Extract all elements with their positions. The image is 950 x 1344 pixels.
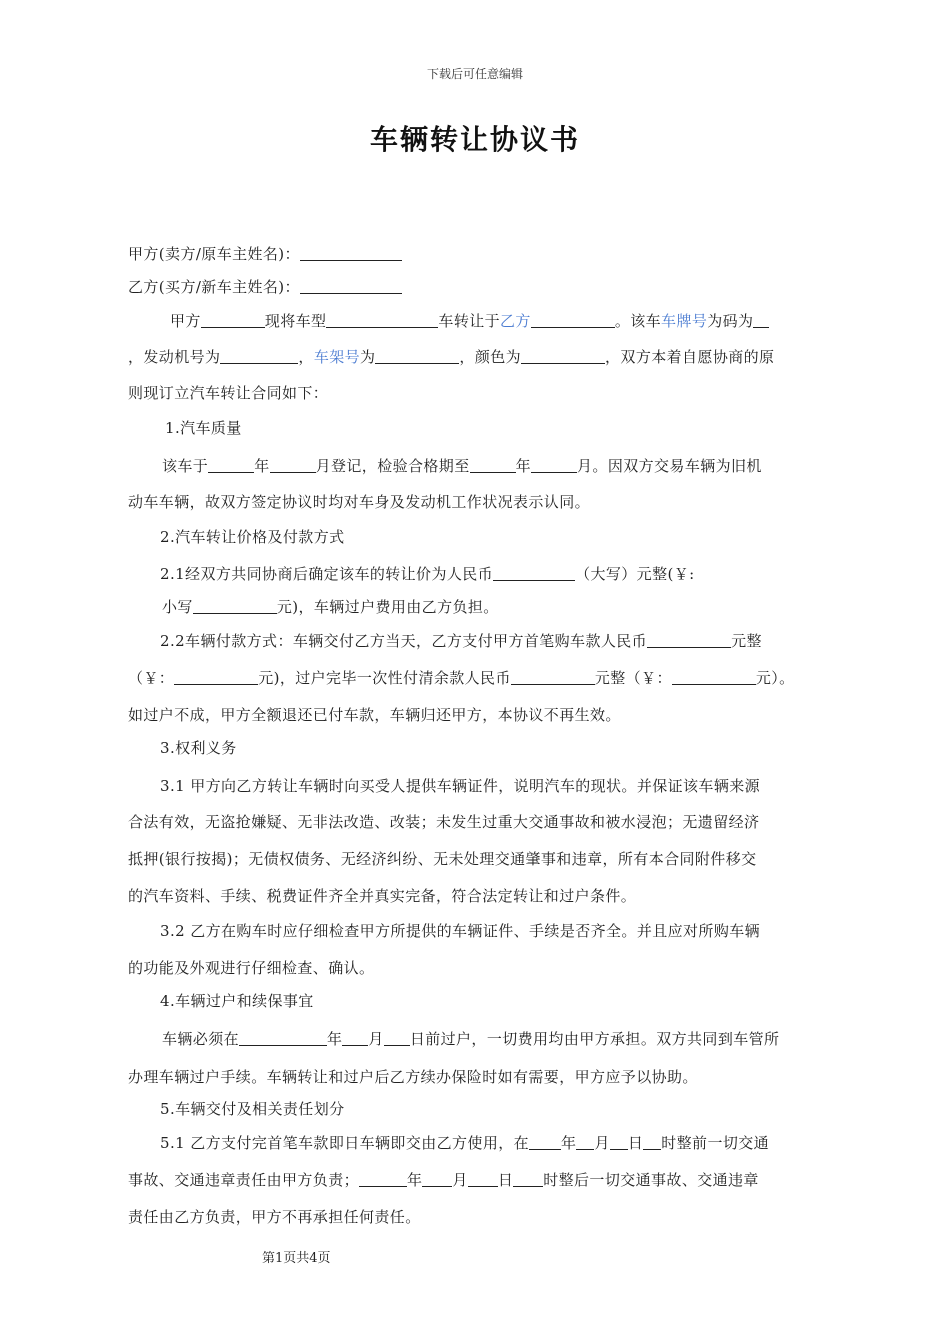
header-note: 下载后可任意编辑: [426, 67, 523, 81]
blank[interactable]: [521, 348, 605, 364]
text: 元整: [731, 632, 762, 650]
text: 元)，过户完毕一次性付清余款人民币: [258, 669, 511, 687]
s5-line-3: 责任由乙方负责，甲方不再承担任何责任。: [128, 1208, 421, 1226]
text: 甲方: [170, 312, 201, 330]
text: 年: [327, 1030, 343, 1048]
party-a-blank[interactable]: [300, 245, 402, 261]
text: 现将车型: [264, 312, 327, 330]
blank[interactable]: [375, 348, 459, 364]
s3-heading: 3.权利义务: [160, 739, 237, 757]
blank[interactable]: [220, 348, 298, 364]
text: 车辆必须在: [162, 1030, 240, 1048]
text: 小写: [162, 598, 193, 616]
intro-line-2: [128, 347, 774, 367]
party-b-label: 乙方(买方/新车主姓名)：: [128, 278, 300, 296]
s3-line-5: 3.2 乙方在购车时应仔细检查甲方所提供的车辆证件、手续是否齐全。并且应对所购车辆: [160, 922, 761, 940]
text: ，双方本着自愿协商的原: [605, 348, 775, 366]
blank[interactable]: [208, 457, 254, 473]
text: 元整（￥：: [594, 669, 672, 687]
party-b-line: [128, 277, 402, 297]
s1-line-1: [162, 456, 762, 476]
blank[interactable]: [422, 1171, 452, 1187]
text: 时整后一切交通事故、交通违章: [543, 1171, 759, 1189]
blank[interactable]: [529, 1134, 561, 1150]
party-b-blank[interactable]: [300, 278, 402, 294]
s2-line-1: [160, 564, 695, 584]
blank[interactable]: [470, 457, 516, 473]
blank[interactable]: [174, 669, 258, 685]
s2-line-4: [128, 668, 795, 688]
s2-line-2: [162, 597, 499, 617]
blank[interactable]: [511, 669, 595, 685]
text: （大写）元整(￥:: [575, 565, 695, 583]
blank[interactable]: [513, 1171, 543, 1187]
text: 该车于: [162, 457, 209, 475]
blank[interactable]: [576, 1134, 594, 1150]
blank[interactable]: [270, 457, 316, 473]
text: ，: [298, 348, 314, 366]
text: 月。因双方交易车辆为旧机: [577, 457, 762, 475]
text: 车转让于: [438, 312, 501, 330]
text: ，颜色为: [459, 348, 522, 366]
blank[interactable]: [359, 1171, 407, 1187]
party-a-line: [128, 244, 402, 264]
s4-line-2: 办理车辆过户手续。车辆转让和过户后乙方续办保险时如有需要，甲方应予以协助。: [128, 1068, 698, 1086]
link-frame-number[interactable]: 车架号: [313, 348, 361, 366]
text: 月: [452, 1171, 468, 1189]
blank[interactable]: [342, 1030, 368, 1046]
text: 为: [360, 348, 376, 366]
text: 日前过户，一切费用均由甲方承担。双方共同到车管所: [409, 1030, 780, 1048]
text: 月: [368, 1030, 384, 1048]
text: 为码为: [707, 312, 754, 330]
s2-line-5: 如过户不成，甲方全额退还已付车款，车辆归还甲方，本协议不再生效。: [128, 706, 621, 724]
s2-heading: 2.汽车转让价格及付款方式: [160, 528, 345, 546]
text: ，发动机号为: [128, 348, 221, 366]
text: 元）。: [755, 669, 795, 687]
blank[interactable]: [531, 457, 577, 473]
document-title: 车辆转让协议书: [369, 123, 580, 156]
text: 年: [254, 457, 270, 475]
text: 。该车: [614, 312, 662, 330]
s5-line-1: [160, 1133, 769, 1153]
page-footer: 第1页共4页: [262, 1251, 331, 1266]
blank[interactable]: [753, 312, 769, 328]
s4-heading: 4.车辆过户和续保事宜: [160, 992, 314, 1010]
blank[interactable]: [672, 669, 756, 685]
text: 5.1 乙方支付完首笔车款即日车辆即交由乙方使用，在: [160, 1134, 530, 1152]
blank[interactable]: [610, 1134, 628, 1150]
blank[interactable]: [239, 1030, 327, 1046]
s4-line-1: [162, 1029, 779, 1049]
s3-line-3: 抵押(银行按揭)；无债权债务、无经济纠纷、无未处理交通肇事和违章，所有本合同附件移交: [128, 850, 757, 868]
text: 元)，车辆过户费用由乙方负担。: [276, 598, 499, 616]
blank[interactable]: [193, 598, 277, 614]
s3-line-2: 合法有效，无盗抢嫌疑、无非法改造、改装；未发生过重大交通事故和被水浸泡；无遗留经济: [128, 813, 760, 831]
blank[interactable]: [326, 312, 438, 328]
blank[interactable]: [384, 1030, 410, 1046]
blank[interactable]: [643, 1134, 661, 1150]
text: 时整前一切交通: [661, 1134, 770, 1152]
text: 日: [497, 1171, 514, 1189]
text: 年: [515, 457, 532, 475]
blank[interactable]: [201, 312, 265, 328]
s3-line-4: 的汽车资料、手续、税费证件齐全并真实完备，符合法定转让和过户条件。: [128, 887, 637, 905]
text: 月登记，检验合格期至: [315, 457, 470, 475]
text: 日: [627, 1134, 644, 1152]
s3-line-6: 的功能及外观进行仔细检查、确认。: [128, 959, 375, 977]
text: 2.1经双方共同协商后确定该车的转让价为人民币: [160, 565, 494, 583]
text: 事故、交通违章责任由甲方负责；: [128, 1171, 360, 1189]
text: 2.2车辆付款方式：车辆交付乙方当天，乙方支付甲方首笔购车款人民币: [160, 632, 648, 650]
s1-line-2: 动车车辆，故双方签定协议时均对车身及发动机工作状况表示认同。: [128, 493, 591, 511]
s1-heading: 1.汽车质量: [165, 419, 242, 437]
s5-heading: 5.车辆交付及相关责任划分: [160, 1100, 345, 1118]
blank[interactable]: [468, 1171, 498, 1187]
text: 年: [407, 1171, 423, 1189]
blank[interactable]: [493, 565, 575, 581]
text: 月: [594, 1134, 610, 1152]
blank[interactable]: [531, 312, 615, 328]
link-party-b[interactable]: 乙方: [500, 312, 531, 330]
s5-line-2: [128, 1170, 759, 1190]
s2-line-3: [160, 631, 762, 651]
link-plate-number[interactable]: 车牌号: [661, 312, 708, 330]
intro-line-1: [170, 311, 769, 331]
text: （￥：: [128, 669, 175, 687]
text: 年: [561, 1134, 577, 1152]
s3-line-1: 3.1 甲方向乙方转让车辆时向买受人提供车辆证件，说明汽车的现状。并保证该车辆来源: [160, 777, 761, 795]
intro-line-3: 则现订立汽车转让合同如下：: [128, 384, 329, 402]
blank[interactable]: [647, 632, 731, 648]
party-a-label: 甲方(卖方/原车主姓名)：: [128, 245, 300, 263]
